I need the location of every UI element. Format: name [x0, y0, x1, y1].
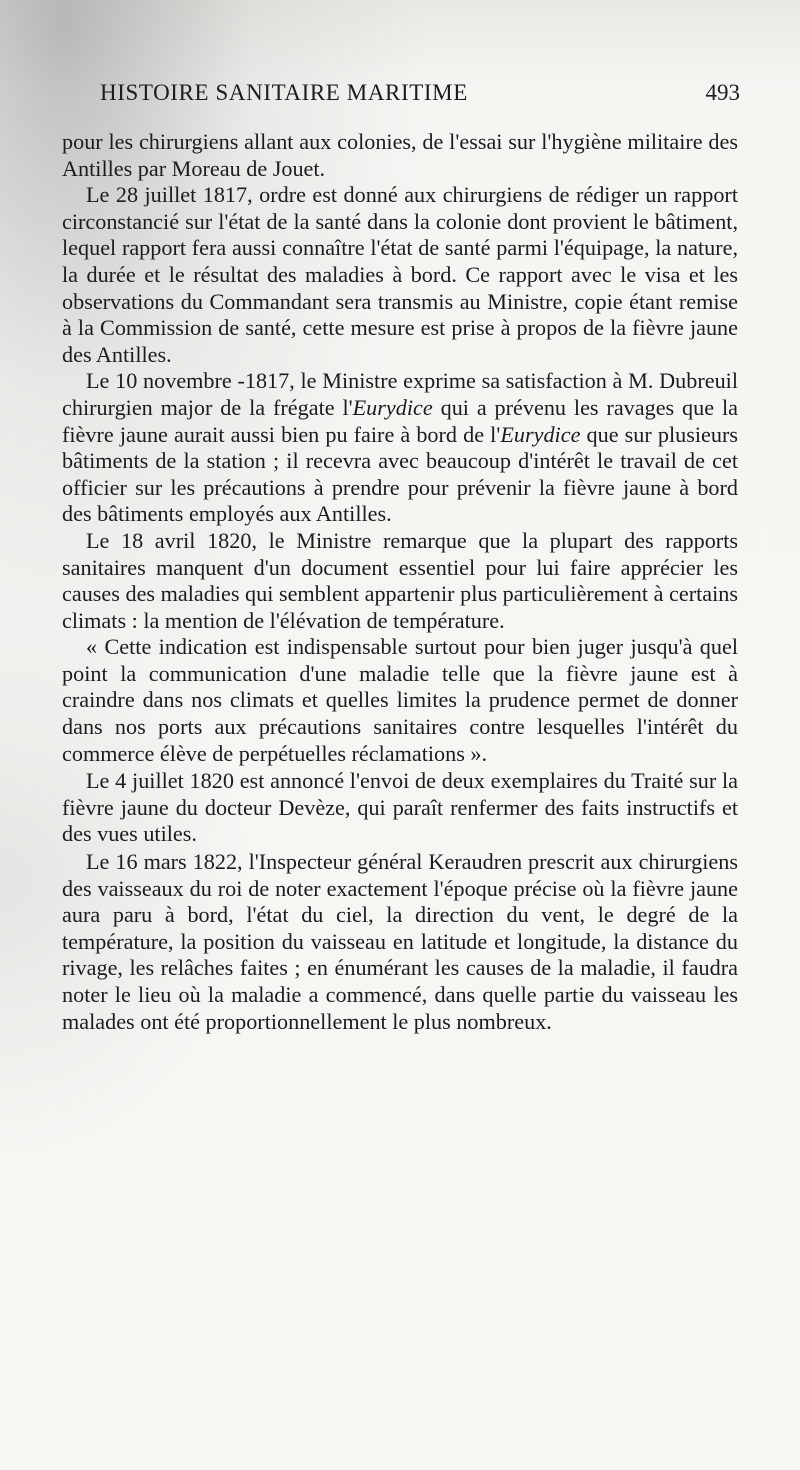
- ship-name-italic: Eurydice: [352, 394, 433, 420]
- running-header: [100, 80, 740, 112]
- paragraph-1817-november: [62, 368, 738, 528]
- paragraph-text-segment: qui a prévenu les ravages que la fièvre jaune aurait aussi bien pu faire à bord de l': [62, 394, 738, 447]
- paragraph-quotation: « Cette indication est indispensable surtout pour bien juger jusqu'à quel point la communication d'une maladie telle que la fièvre jaune est à craindre dans nos climats et quelles limites la prudence permet de donner dans nos ports aux précautions sanitaires contre lesquelles l'intérêt du commerce élève de perpétuelles réclamations ».: [62, 634, 738, 766]
- paragraph-1817-july: Le 28 juillet 1817, ordre est donné aux chirurgiens de rédiger un rapport circonstancié sur l'état de la santé dans la colonie dont provient le bâtiment, lequel rapport fera aussi connaître l'état de santé parmi l'équipage, la nature, la durée et le résultat des maladies à bord. Ce rapport avec le visa et les observations du Commandant sera transmis au Ministre, copie étant remise à la Commission de santé, cette mesure est prise à propos de la fièvre jaune des Antilles.: [62, 182, 738, 367]
- paragraph-1820-april: Le 18 avril 1820, le Ministre remarque que la plupart des rapports sanitaires manquent d'un document essentiel pour lui faire apprécier les causes des maladies qui semblent appartenir plus particulièrement à certains climats : la mention de l'élévation de température.: [62, 527, 738, 633]
- paragraph-1820-july: Le 4 juillet 1820 est annoncé l'envoi de deux exemplaires du Traité sur la fièvre jaune du docteur Devèze, qui paraît renfermer des faits instructifs et des vues utiles.: [62, 768, 738, 847]
- paragraph-text-segment: Le 10 novembre -1817, le Ministre exprime sa satisfaction à M. Dubreuil chirurgien major de la frégate l': [62, 368, 738, 420]
- paragraph-continuation: pour les chirurgiens allant aux colonies, de l'essai sur l'hygiène militaire des Antilles par Moreau de Jouet.: [62, 129, 738, 181]
- body-text: [62, 129, 738, 1035]
- paragraph-text-segment: que sur plusieurs bâtiments de la station ; il recevra avec beaucoup d'intérêt le travail de cet officier sur les précautions à prendre pour prévenir la fièvre jaune à bord des bâtiments employés aux Antilles.: [62, 421, 738, 527]
- page-number: 493: [705, 80, 740, 105]
- ship-name-italic: Eurydice: [500, 421, 581, 447]
- paragraph-1822-march: Le 16 mars 1822, l'Inspecteur général Keraudren prescrit aux chirurgiens des vaisseaux du roi de noter exactement l'époque précise où la fièvre jaune aura paru à bord, l'état du ciel, la direction du vent, le degré de la température, la position du vaisseau en latitude et longitude, la distance du rivage, les relâches faites ; en énumérant les causes de la maladie, il faudra noter le lieu où la maladie a commencé, dans quelle partie du vaisseau les malades ont été proportionnellement le plus nombreux.: [62, 849, 738, 1034]
- running-title: HISTOIRE SANITAIRE MARITIME: [100, 80, 468, 105]
